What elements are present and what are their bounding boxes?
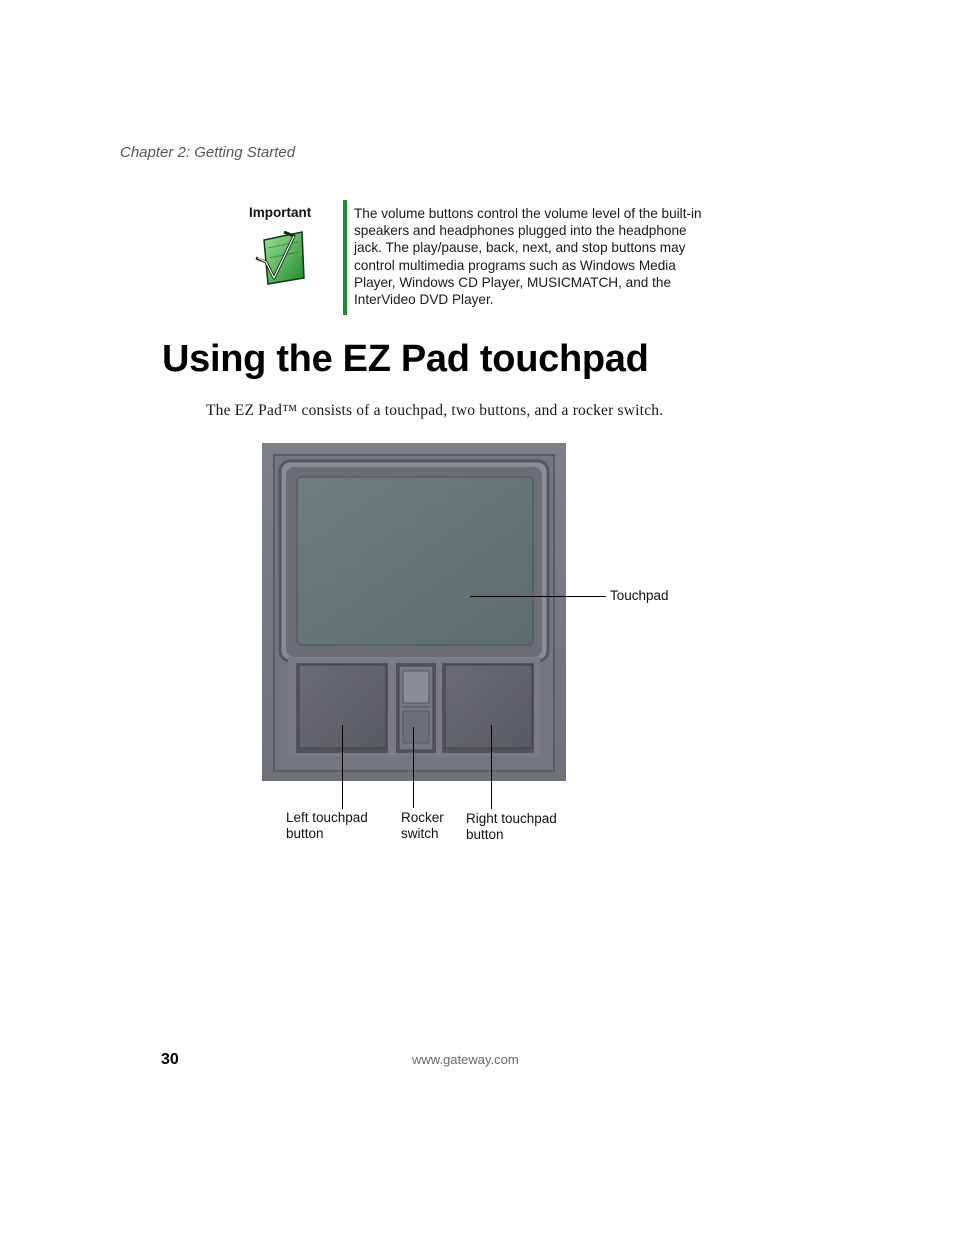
- touchpad-leader-line: [470, 596, 606, 597]
- rocker-callout-line2: switch: [401, 825, 439, 841]
- page-number: 30: [161, 1051, 179, 1068]
- rocker-callout: [401, 810, 444, 841]
- rocker-leader-line: [413, 727, 414, 808]
- footer-url: www.gateway.com: [412, 1052, 519, 1067]
- touchpad-callout: Touchpad: [610, 588, 669, 603]
- chapter-header: Chapter 2: Getting Started: [120, 144, 296, 161]
- right-button-callout: [466, 811, 557, 842]
- left-button-callout: [286, 810, 368, 841]
- right-button-leader-line: [491, 725, 492, 809]
- left-button-callout-line1: Left touchpad: [286, 810, 368, 825]
- important-label: Important: [249, 205, 312, 220]
- intro-paragraph: The EZ Pad™ consists of a touchpad, two buttons, and a rocker switch.: [206, 402, 664, 419]
- section-title: Using the EZ Pad touchpad: [162, 338, 649, 380]
- checkmark-note-icon: [254, 228, 308, 286]
- left-button-leader-line: [342, 725, 343, 809]
- important-text: The volume buttons control the volume level of the built-in speakers and headphones plugged into the headphone jack. The play/pause, back, next, and stop buttons may control multimedia programs such as Windows Media Player, Windows CD Player, MUSICMATCH, and the InterVideo DVD Player.: [354, 206, 702, 308]
- important-rule: [343, 200, 347, 315]
- right-button-callout-line2: button: [466, 826, 504, 842]
- rocker-callout-line1: Rocker: [401, 810, 444, 825]
- left-button-callout-line2: button: [286, 825, 324, 841]
- right-button-callout-line1: Right touchpad: [466, 811, 557, 826]
- touchpad-figure: [262, 443, 566, 781]
